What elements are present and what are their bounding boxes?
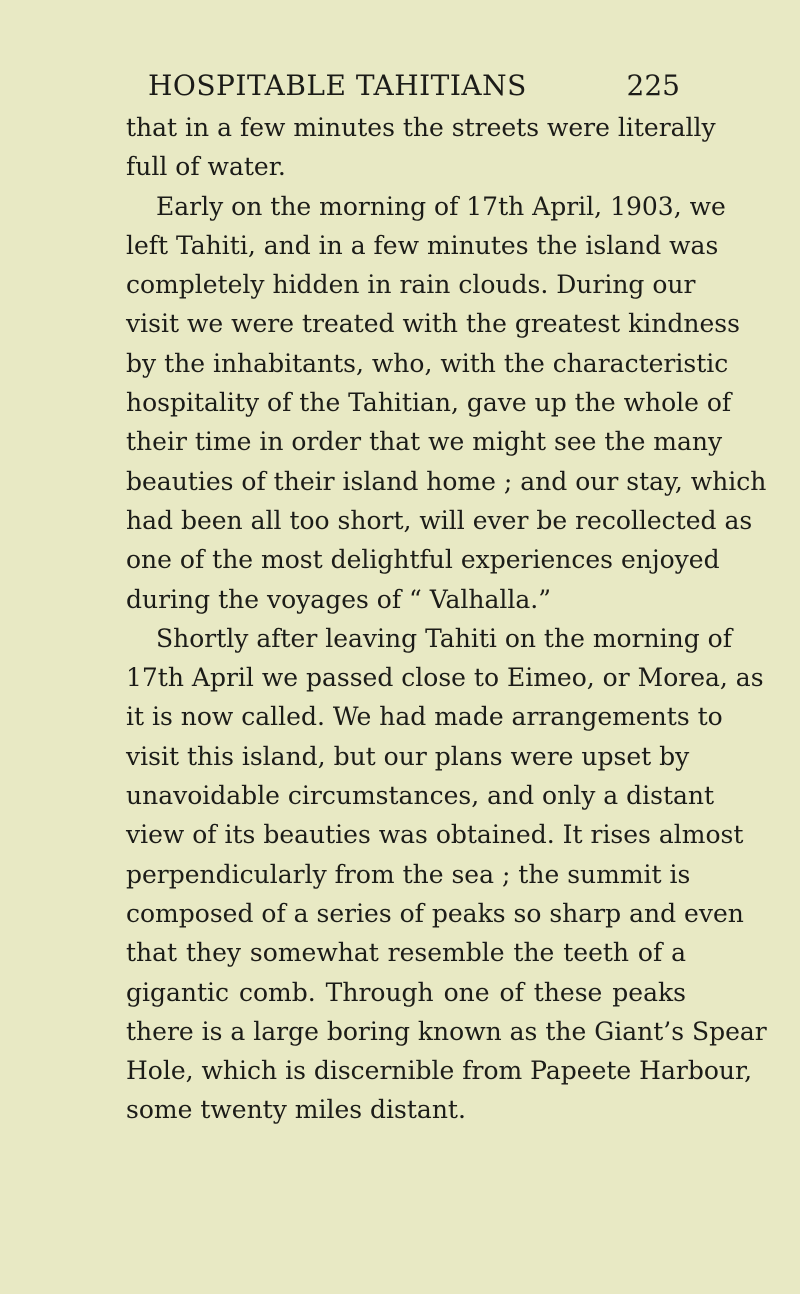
text-line: view of its beauties was obtained. It rises almost [126, 820, 744, 850]
text-line: visit this island, but our plans were upset by [126, 741, 690, 771]
text-line: one of the most delightful experiences enjoyed [126, 545, 720, 575]
text-line: had been all too short, will ever be recollected as [126, 505, 753, 535]
text-line: that they somewhat resemble the teeth of a [126, 938, 686, 968]
text-line: gigantic comb. Through one of these peaks [126, 977, 686, 1007]
text-line: some twenty miles distant. [126, 1095, 466, 1125]
text-line: Shortly after leaving Tahiti on the morning of [156, 623, 732, 653]
text-line: beauties of their island home ; and our stay, which [126, 466, 767, 496]
text-line: full of water. [126, 152, 286, 182]
text-line: that in a few minutes the streets were literally [126, 113, 716, 142]
running-head [148, 66, 680, 106]
text-line: visit we were treated with the greatest kindness [126, 309, 740, 339]
text-line: left Tahiti, and in a few minutes the island was [126, 230, 719, 260]
text-line: their time in order that we might see the many [126, 427, 723, 457]
text-line: completely hidden in rain clouds. During our [126, 270, 696, 300]
text-line: hospitality of the Tahitian, gave up the whole of [126, 388, 732, 418]
running-title: HOSPITABLE TAHITIANS [148, 69, 527, 102]
text-line: 17th April we passed close to Eimeo, or Morea, as [126, 663, 764, 693]
text-line: unavoidable circumstances, and only a distant [126, 781, 715, 811]
text-line: there is a large boring known as the Giant’s Spear [126, 1016, 767, 1046]
text-line: it is now called. We had made arrangements to [126, 702, 723, 732]
body-text [126, 108, 767, 1130]
text-line: by the inhabitants, who, with the characteristic [126, 348, 729, 378]
text-line: Hole, which is discernible from Papeete Harbour, [126, 1056, 753, 1086]
text-line: during the voyages of “ Valhalla.” [126, 584, 552, 614]
text-line: composed of a series of peaks so sharp and even [126, 898, 744, 928]
page-number: 225 [626, 69, 680, 102]
text-line: perpendicularly from the sea ; the summit is [126, 859, 691, 889]
text-line: Early on the morning of 17th April, 1903, we [156, 191, 726, 221]
